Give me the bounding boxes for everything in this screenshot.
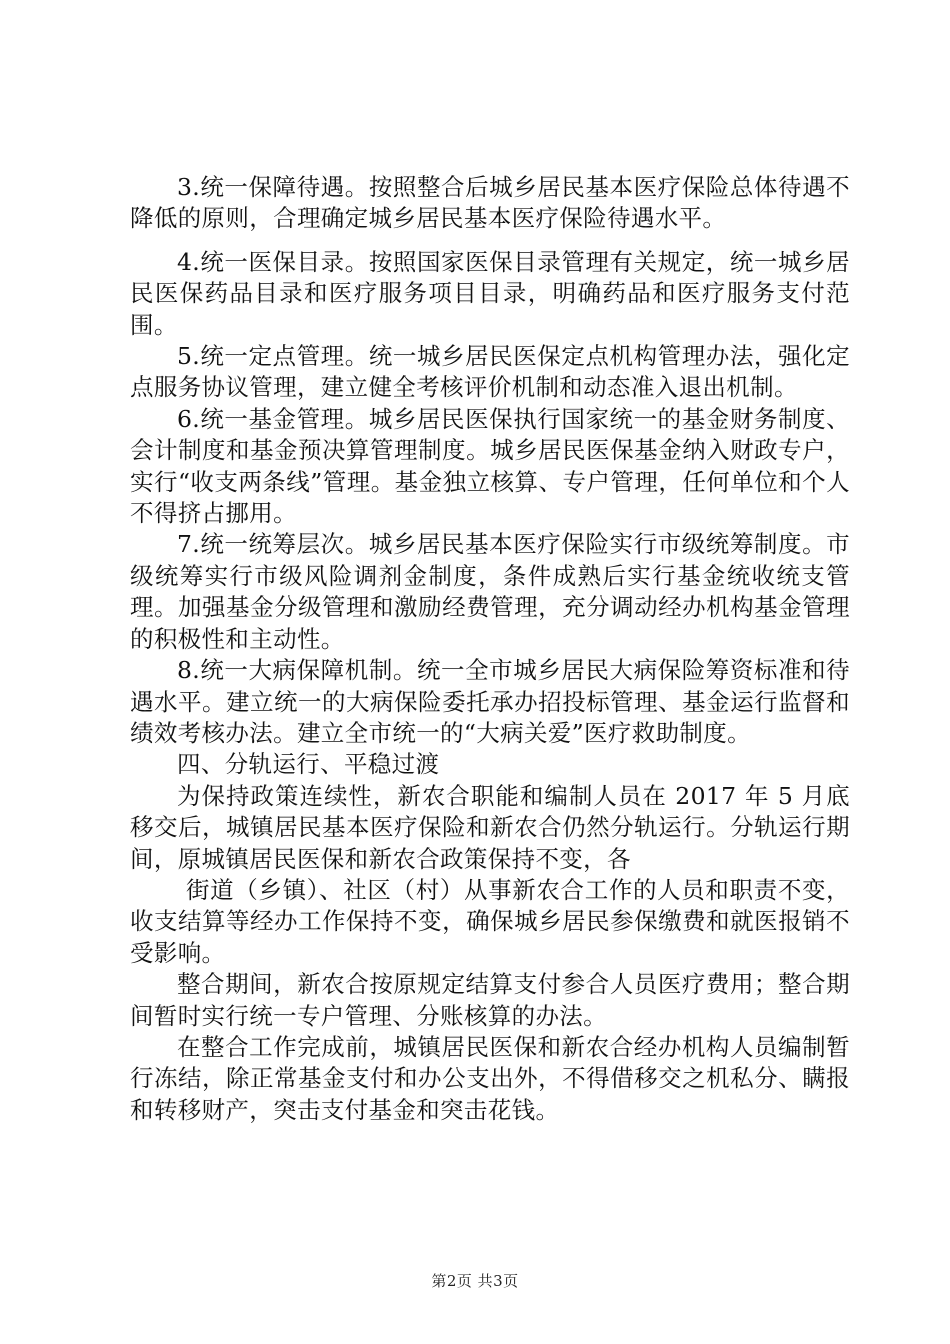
section-heading-transition: 四、分轨运行、平稳过渡 (177, 750, 440, 779)
paragraph-unified-benefits: 3.统一保障待遇。按照整合后城乡居民基本医疗保险总体待遇不降低的原则，合理确定城乡居民基本医疗保险待遇水平。 (130, 173, 850, 233)
paragraph-unified-pooling-level: 7.统一统筹层次。城乡居民基本医疗保险实行市级统筹制度。市级统筹实行市级风险调剂金制度，条件成熟后实行基金统收统支管理。加强基金分级管理和激励经费管理，充分调动经办机构基金管理的积极性和主动性。 (130, 530, 850, 653)
page-number-footer: 第2页 共3页 (431, 1272, 519, 1290)
paragraph-unified-fund-management: 6.统一基金管理。城乡居民医保执行国家统一的基金财务制度、会计制度和基金预决算管理制度。城乡居民医保基金纳入财政专户，实行“收支两条线”管理。基金独立核算、专户管理，任何单位和个人不得挤占挪用。 (130, 404, 850, 528)
paragraph-staff-duties: 街道（乡镇）、社区（村）从事新农合工作的人员和职责不变，收支结算等经办工作保持不变，确保城乡居民参保缴费和就医报销不受影响。 (130, 875, 850, 967)
document-body (130, 172, 850, 1126)
paragraph-unified-serious-illness: 8.统一大病保障机制。统一全市城乡居民大病保险筹资标准和待遇水平。建立统一的大病保险委托承办招投标管理、基金运行监督和绩效考核办法。建立全市统一的“大病关爱”医疗救助制度。 (130, 656, 850, 747)
paragraph-integration-period: 整合期间，新农合按原规定结算支付参合人员医疗费用；整合期间暂时实行统一专户管理、分账核算的办法。 (130, 970, 850, 1030)
paragraph-policy-continuity: 为保持政策连续性，新农合职能和编制人员在 2017 年 5 月底移交后，城镇居民基本医疗保险和新农合仍然分轨运行。分轨运行期间，原城镇居民医保和新农合政策保持不变，各 (130, 781, 850, 873)
paragraph-staffing-freeze: 在整合工作完成前，城镇居民医保和新农合经办机构人员编制暂行冻结，除正常基金支付和办公支出外，不得借移交之机私分、瞒报和转移财产，突击支付基金和突击花钱。 (130, 1032, 850, 1124)
paragraph-unified-catalog: 4.统一医保目录。按照国家医保目录管理有关规定，统一城乡居民医保药品目录和医疗服务项目目录，明确药品和医疗服务支付范围。 (130, 247, 850, 339)
paragraph-unified-designated-management: 5.统一定点管理。统一城乡居民医保定点机构管理办法，强化定点服务协议管理，建立健全考核评价机制和动态准入退出机制。 (130, 342, 850, 402)
